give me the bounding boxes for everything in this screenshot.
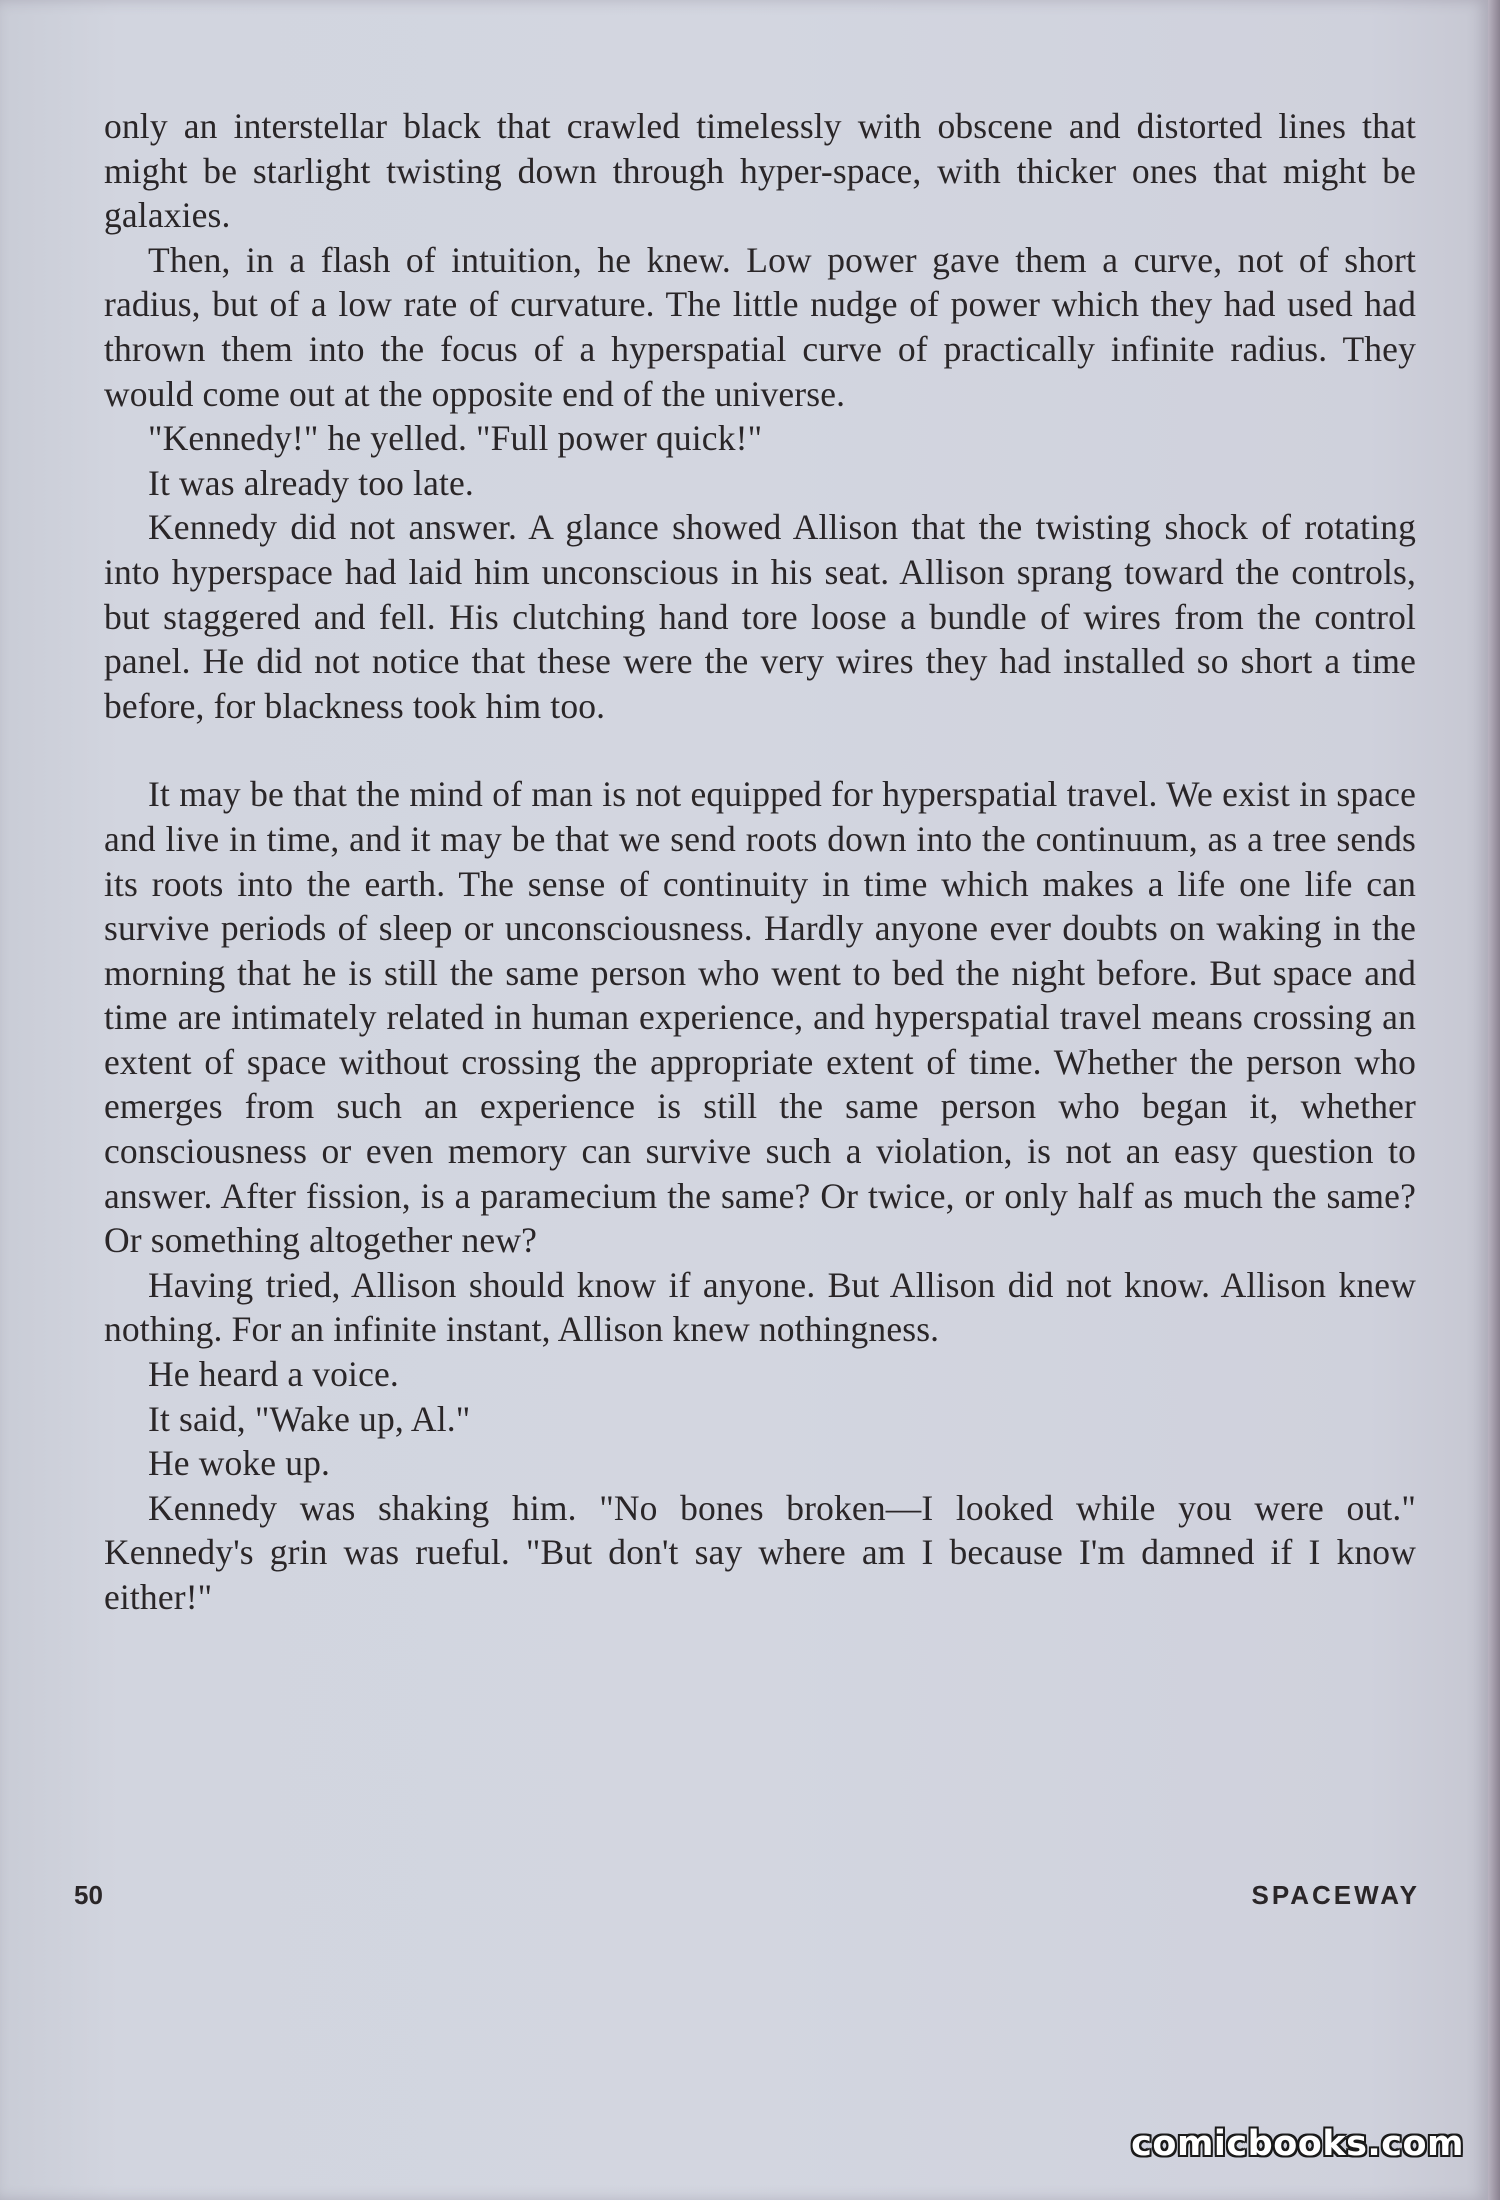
page-edge (1488, 0, 1500, 2200)
paragraph: He woke up. (148, 1443, 331, 1484)
magazine-title: SPACEWAY (1251, 1880, 1420, 1910)
paragraph: It said, "Wake up, Al." (148, 1398, 471, 1439)
section-break (104, 728, 1416, 772)
paragraph: Having tried, Allison should know if anyone. But Allison did not know. Allison knew nothing. For an infinite instant, Allison knew nothingness. (104, 1264, 1416, 1350)
paragraph: Kennedy was shaking him. "No bones broken—I looked while you were out." Kennedy's grin was rueful. "But don't say where am I because I'm damned if I know either!" (104, 1487, 1416, 1617)
paragraph: only an interstellar black that crawled timelessly with obscene and distorted lines that might be starlight twisting down through hyper-space, with thicker ones that might be galaxies. (104, 106, 1416, 236)
paragraph: Then, in a flash of intuition, he knew. Low power gave them a curve, not of short radius, but of a low rate of curvature. The little nudge of power which they had used had thrown them into the focus of a hyperspatial curve of practically infinite radius. They would come out at the opposite end of the universe. (104, 239, 1416, 414)
paragraph: It may be that the mind of man is not equipped for hyperspatial travel. We exist in space and live in time, and it may be that we send roots down into the continuum, as a tree sends its roots into the earth. The sense of continuity in time which makes a life one life can survive periods of sleep or unconsciousness. Hardly anyone ever doubts on waking in the morning that he is still the same person who went to bed the night before. But space and time are intimately related in human experience, and hyperspatial travel means crossing an extent of space without crossing the appropriate extent of time. Whether the person who emerges from such an experience is still the same person who began it, whether consciousness or even memory can survive such a violation, is not an easy question to answer. After fission, is a paramecium the same? Or twice, or only half as much the same? Or something altogether new? (104, 774, 1416, 1261)
paragraph: It was already too late. (148, 462, 474, 503)
page-number: 50 (74, 1880, 103, 1910)
paragraph: He heard a voice. (148, 1354, 399, 1395)
page-footer (74, 1880, 1420, 1920)
watermark: comicbooks.com (1131, 2124, 1464, 2164)
paragraph: Kennedy did not answer. A glance showed Allison that the twisting shock of rotating into hyperspace had laid him unconscious in his seat. Allison sprang toward the controls, but staggered and fell. His clutching hand tore loose a bundle of wires from the control panel. He did not notice that these were the very wires they had installed so short a time before, for blackness took him too. (104, 507, 1416, 726)
story-text (104, 104, 1416, 1620)
paragraph: "Kennedy!" he yelled. "Full power quick!" (148, 418, 763, 459)
